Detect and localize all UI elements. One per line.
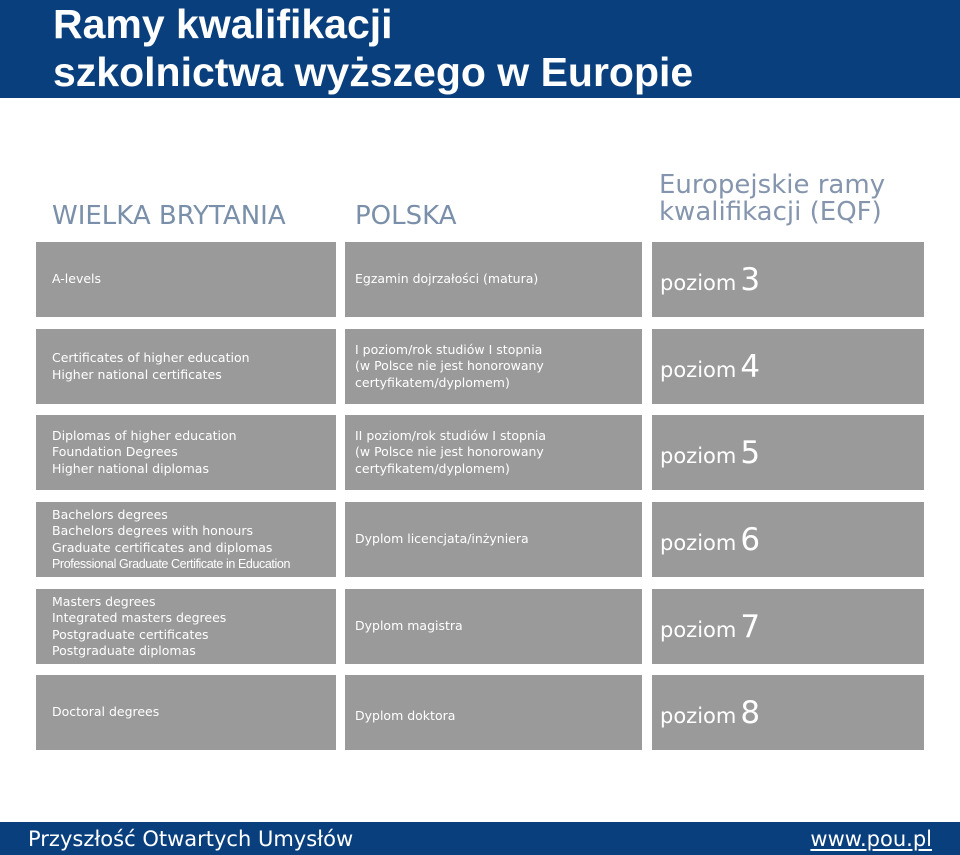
uk-cell-text: Graduate certificates and diplomas [52, 539, 273, 555]
pl-cell-row-4 [345, 502, 642, 577]
pl-cell-text: certyfikatem/dyplomem) [355, 460, 510, 476]
eqf-level-label [660, 349, 924, 385]
eqf-level-number: 3 [740, 261, 761, 298]
uk-cell-row-1 [36, 242, 336, 317]
page-title-line-2: szkolnictwa wyższego w Europie [53, 49, 694, 95]
uk-cell-text: Foundation Degrees [52, 444, 178, 460]
uk-cell-text: Integrated masters degrees [52, 610, 227, 625]
pl-cell-row-3 [345, 415, 642, 490]
uk-cell-text: A-levels [52, 271, 102, 287]
pl-cell-row-2 [345, 329, 642, 404]
eqf-level-number: 6 [740, 521, 761, 558]
uk-cell-text: Higher national diplomas [52, 460, 209, 476]
eqf-level-label [660, 522, 924, 558]
pl-cell-text: Dyplom magistra [355, 618, 463, 634]
eqf-level-word: poziom [660, 270, 737, 295]
pl-cell-text: certyfikatem/dyplomem) [355, 374, 510, 390]
eqf-level-label [660, 435, 924, 471]
eqf-level-word: poziom [660, 703, 737, 728]
eqf-cell-row-1 [652, 242, 924, 317]
uk-cell-row-3 [36, 415, 336, 490]
eqf-level-number: 5 [740, 434, 761, 471]
eqf-level-word: poziom [660, 530, 737, 555]
uk-cell-row-4 [36, 502, 336, 577]
eqf-level-number: 7 [740, 608, 761, 645]
uk-cell-text: Professional Graduate Certificate in Education [52, 557, 290, 571]
eqf-level-word: poziom [660, 443, 737, 468]
uk-cell-text: Masters degrees [52, 593, 156, 609]
eqf-cell-row-2 [652, 329, 924, 404]
page-title-line-1: Ramy kwalifikacji [53, 1, 393, 47]
pl-cell-row-6 [345, 675, 642, 750]
uk-cell-text: Bachelors degrees with honours [52, 523, 253, 538]
eqf-level-label [660, 609, 924, 645]
footer-tagline: Przyszłość Otwartych Umysłów [28, 827, 354, 851]
uk-cell-text: Higher national certificates [52, 366, 222, 382]
uk-cell-row-2 [36, 329, 336, 404]
pl-cell-text: II poziom/rok studiów I stopnia [355, 427, 547, 443]
footer-banner [0, 822, 960, 855]
pl-cell-text: Dyplom licencjata/inżyniera [355, 531, 529, 547]
uk-cell-text: Doctoral degrees [52, 704, 160, 720]
eqf-level-number: 8 [740, 694, 761, 731]
eqf-level-label [660, 695, 924, 731]
column-header-pl: POLSKA [355, 201, 457, 231]
column-header-eqf-line-1: Europejskie ramy [659, 170, 886, 200]
uk-cell-text: Certificates of higher education [52, 350, 250, 365]
pl-cell-row-1 [345, 242, 642, 317]
pl-cell-text: Egzamin dojrzałości (matura) [355, 271, 539, 287]
column-header-eqf [659, 172, 885, 226]
pl-cell-text: (w Polsce nie jest honorowany [355, 444, 544, 460]
eqf-level-word: poziom [660, 617, 737, 642]
eqf-cell-row-3 [652, 415, 924, 490]
uk-cell-text: Diplomas of higher education [52, 427, 237, 443]
pl-cell-row-5 [345, 589, 642, 664]
eqf-cell-row-4 [652, 502, 924, 577]
eqf-level-number: 4 [740, 348, 761, 385]
column-header-uk: WIELKA BRYTANIA [52, 201, 286, 231]
eqf-level-label [660, 262, 924, 298]
uk-cell-row-5 [36, 589, 336, 664]
uk-cell-text: Postgraduate diplomas [52, 643, 196, 658]
uk-cell-text: Postgraduate certificates [52, 626, 209, 642]
eqf-cell-row-5 [652, 589, 924, 664]
eqf-level-word: poziom [660, 357, 737, 382]
column-header-eqf-line-2: kwalifikacji (EQF) [659, 197, 882, 227]
eqf-cell-row-6 [652, 675, 924, 750]
footer-website-link[interactable]: www.pou.pl [810, 827, 932, 851]
pl-cell-text: I poziom/rok studiów I stopnia [355, 341, 543, 357]
pl-cell-text: (w Polsce nie jest honorowany [355, 358, 544, 374]
uk-cell-text: Bachelors degrees [52, 506, 168, 522]
uk-cell-row-6 [36, 675, 336, 750]
header-banner [0, 0, 960, 98]
pl-cell-text: Dyplom doktora [355, 708, 456, 724]
